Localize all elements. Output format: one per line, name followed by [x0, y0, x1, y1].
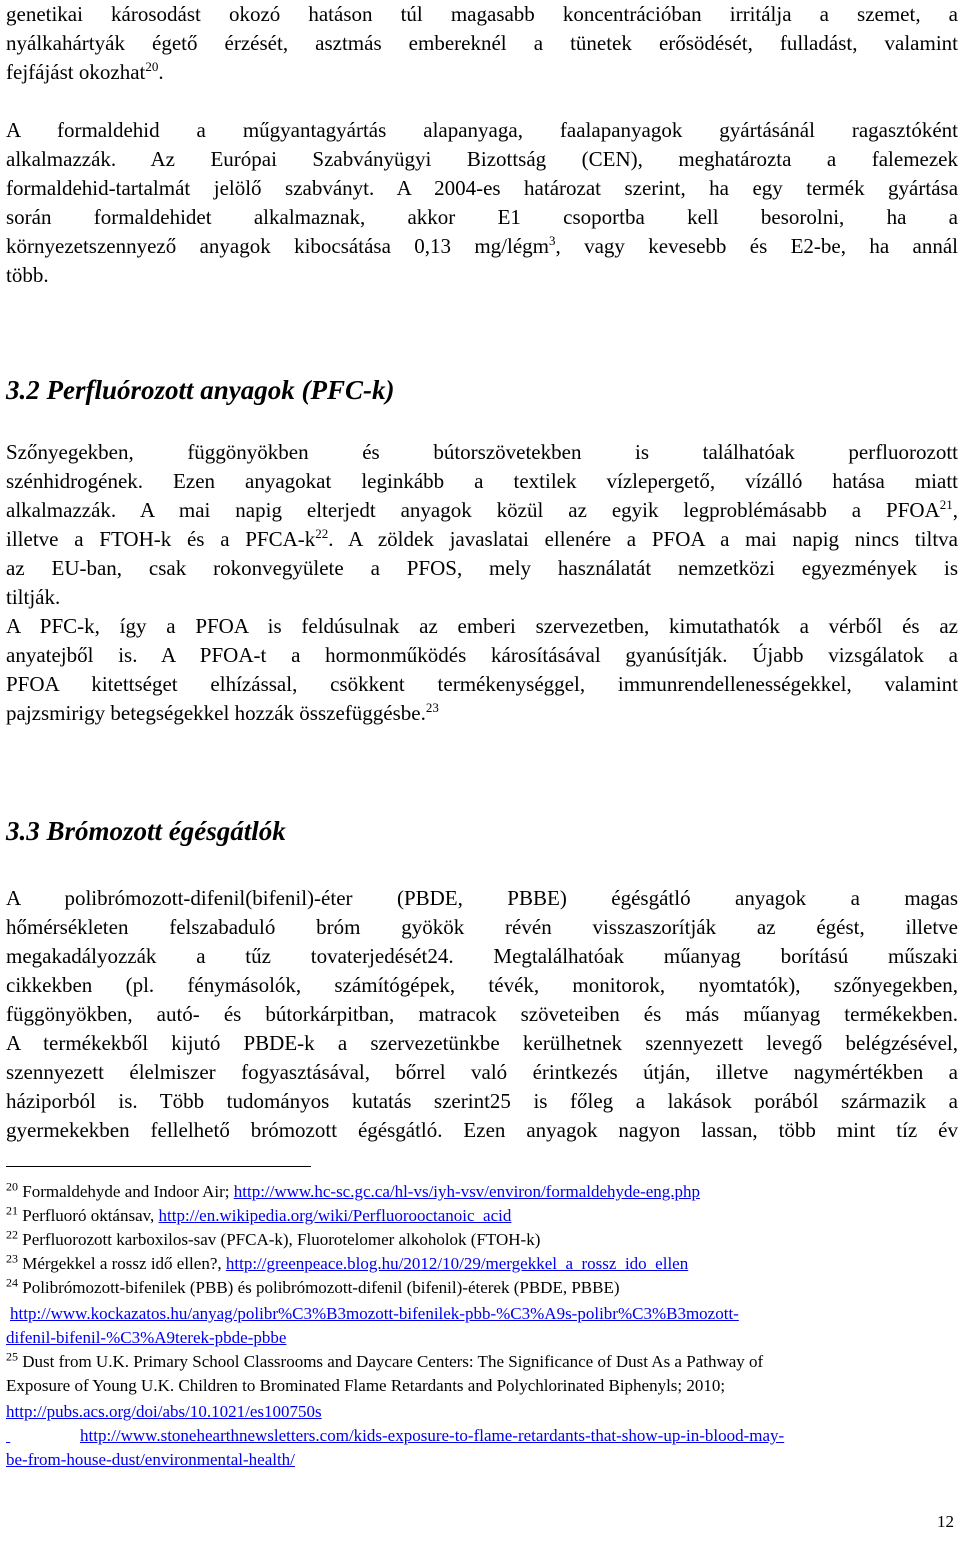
footnote-25-link-2 [6, 1424, 956, 1448]
text-fragment: illetve a FTOH-k és a PFCA-k [6, 527, 316, 551]
footnote-number: 23 [6, 1251, 18, 1266]
text-line [6, 174, 958, 203]
text-fragment: A 2004-es határozat szerint, ha egy termék gyártása [396, 176, 959, 200]
text-fragment: . A zöldek javaslatai ellenére a PFOA a mai napig nincs tiltva [328, 527, 958, 551]
footnote-24-link [10, 1302, 960, 1326]
text-line: A PFC-k, így a PFOA is feldúsulnak az emberi szervezetben, kimutathatók a vérből és az [6, 614, 958, 638]
footnote-number: 22 [6, 1227, 18, 1242]
text-fragment: formaldehid-tartalmát jelölő szabványt. [6, 176, 375, 200]
paragraph-pfc [6, 438, 958, 728]
footnote-ref: 20 [145, 59, 159, 74]
footnote-20 [6, 1180, 956, 1204]
paragraph-formaldehyde-standard [6, 116, 958, 290]
text-line: háziporból is. Több tudományos kutatás szerint25 is főleg a lakások porából származik a [6, 1089, 958, 1113]
footnote-number: 24 [6, 1275, 18, 1290]
footnote-link[interactable]: http://en.wikipedia.org/wiki/Perfluorooctanoic_acid [158, 1206, 512, 1225]
section-heading-3-3: 3.3 Brómozott égésgátlók [6, 816, 286, 846]
footnote-link[interactable]: http://pubs.acs.org/doi/abs/10.1021/es100750s [6, 1402, 322, 1421]
footnote-text: Exposure of Young U.K. Children to Brominated Flame Retardants and Polychlorinated Biphenyls; 2010; [6, 1376, 726, 1395]
footnote-25 [6, 1350, 956, 1374]
text-line: során formaldehidet alkalmaznak, akkor E1 csoportba kell besorolni, ha a [6, 205, 958, 229]
footnote-text: Formaldehyde and Indoor Air; [18, 1182, 234, 1201]
text-line: több. [6, 263, 49, 287]
text-line: hőmérsékleten felszabaduló bróm gyökök révén visszaszorítják az égést, illetve [6, 915, 958, 939]
text-line: anyatejből is. A PFOA-t a hormonműködés károsításával gyanúsítják. Újabb vizsgálatok a [6, 643, 958, 667]
footnote-link-spacer [6, 1424, 80, 1448]
text-line [6, 232, 958, 261]
text-fragment: pajzsmirigy betegségekkel hozzák összefüggésbe. [6, 701, 426, 725]
text-line: függönyökben, autó- és bútorkárpitban, matracok szöveteiben és más műanyag termékekben. [6, 1002, 958, 1026]
text-line: A formaldehid a műgyantagyártás alapanyaga, faalapanyagok gyártásánál ragasztóként [6, 118, 958, 142]
footnote-22 [6, 1228, 956, 1252]
footnote-link[interactable]: difenil-bifenil-%C3%A9terek-pbde-pbbe [6, 1328, 287, 1347]
text-line [6, 525, 958, 554]
footnote-24-link-cont [6, 1326, 956, 1350]
text-line: szénhidrogének. Ezen anyagokat leginkább a textilek vízlepergető, vízálló hatása miatt [6, 469, 958, 493]
text-fragment: környezetszennyező anyagok kibocsátása 0,13 mg/légm [6, 234, 549, 258]
text-line: A polibrómozott-difenil(bifenil)-éter (PBDE, PBBE) égésgátló anyagok a magas [6, 886, 958, 910]
text-line: gyermekekben fellelhető brómozott égésgátló. Ezen anyagok nagyon lassan, több mint tíz év [6, 1118, 958, 1142]
text-line: megakadályozzák a tűz tovaterjedését24. Megtalálhatóak műanyag borítású műszaki [6, 944, 958, 968]
footnote-link[interactable]: http://www.hc-sc.gc.ca/hl-vs/iyh-vsv/environ/formaldehyde-eng.php [233, 1182, 701, 1201]
text-line: PFOA kitettséget elhízással, csökkent termékenységgel, immunrendellenességekkel, valamint [6, 672, 958, 696]
page-number: 12 [937, 1512, 954, 1531]
footnote-23 [6, 1252, 956, 1276]
footnote-text: Polibrómozott-bifenilek (PBB) és polibrómozott-difenil (bifenil)-éterek (PBDE, PBBE) [18, 1278, 620, 1297]
text-line [6, 58, 958, 87]
footnote-25-cont [6, 1374, 956, 1398]
footnote-21 [6, 1204, 956, 1228]
footnote-link[interactable]: be-from-house-dust/environmental-health/ [6, 1450, 295, 1469]
footnote-link[interactable]: http://www.kockazatos.hu/anyag/polibr%C3%B3mozott-bifenilek-pbb-%C3%A9s-polibr%C3%B3mozott- [10, 1304, 739, 1323]
section-heading-3-2: 3.2 Perfluórozott anyagok (PFC-k) [6, 375, 395, 405]
footnote-link[interactable]: http://greenpeace.blog.hu/2012/10/29/mergekkel_a_rossz_ido_ellen [225, 1254, 689, 1273]
footnote-ref: 22 [315, 526, 329, 541]
footnote-text: Dust from U.K. Primary School Classrooms and Daycare Centers: The Significance of Dust As a Pathway of [18, 1352, 764, 1371]
text-line: alkalmazzák. Az Európai Szabványügyi Bizottság (CEN), meghatározta a falemezek [6, 147, 958, 171]
footnote-link[interactable]: http://www.stonehearthnewsletters.com/kids-exposure-to-flame-retardants-that-show-up-in-blood-may- [80, 1426, 785, 1445]
footnote-separator [6, 1166, 311, 1167]
text-line: nyálkahártyák égető érzését, asztmás embereknél a tünetek erősödését, fulladást, valamint [6, 31, 958, 55]
footnote-25-link-2-cont [6, 1448, 956, 1472]
footnote-ref: 21 [939, 497, 953, 512]
text-line: cikkekben (pl. fénymásolók, számítógépek, tévék, monitorok, nyomtatók), szőnyegekben, [6, 973, 958, 997]
paragraph-formaldehyde-effects [6, 0, 958, 87]
footnote-text: Mérgekkel a rossz idő ellen?, [18, 1254, 226, 1273]
footnote-ref: 23 [425, 700, 439, 715]
text-fragment: , [952, 498, 958, 522]
text-line [6, 496, 958, 525]
text-line: Szőnyegekben, függönyökben és bútorszövetekben is találhatóak perfluorozott [6, 440, 958, 464]
footnote-number: 25 [6, 1349, 18, 1364]
text-fragment: fejfájást okozhat [6, 60, 146, 84]
footnote-text: Perfluoró oktánsav, [18, 1206, 159, 1225]
text-line: A termékekből kijutó PBDE-k a szervezetünkbe kerülhetnek szennyezett levegő belégzésével, [6, 1031, 958, 1055]
text-line: szennyezett élelmiszer fogyasztásával, bőrrel való érintkezés útján, illetve nagymértékben a [6, 1060, 958, 1084]
paragraph-brominated [6, 884, 958, 1145]
footnote-24 [6, 1276, 956, 1300]
superscript: 3 [549, 233, 556, 248]
text-fragment: . [158, 60, 164, 84]
text-line [6, 699, 958, 728]
footnote-25-link [6, 1400, 956, 1424]
text-fragment: , vagy kevesebb és E2-be, ha annál [555, 234, 958, 258]
text-line: az EU-ban, csak rokonvegyülete a PFOS, mely használatát nemzetközi egyezmények is [6, 556, 958, 580]
text-line: tiltják. [6, 585, 61, 609]
text-fragment: alkalmazzák. A mai napig elterjedt anyagok közül az egyik legproblémásabb a PFOA [6, 498, 940, 522]
text-line: genetikai károsodást okozó hatáson túl magasabb koncentrációban irritálja a szemet, a [6, 2, 958, 26]
footnote-number: 21 [6, 1203, 18, 1218]
footnote-number: 20 [6, 1179, 18, 1194]
footnote-text: Perfluorozott karboxilos-sav (PFCA-k), Fluorotelomer alkoholok (FTOH-k) [18, 1230, 541, 1249]
